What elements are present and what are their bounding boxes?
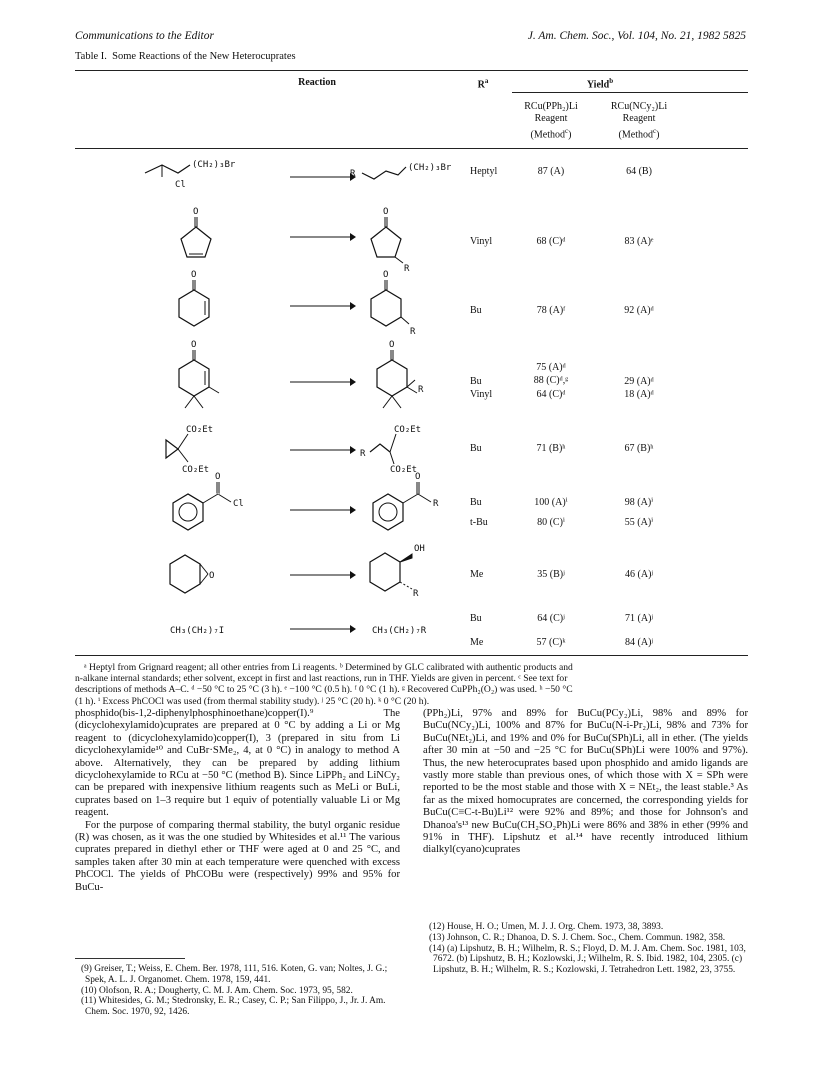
table-bottom-rule: [75, 655, 748, 656]
reaction-arrow-2: [290, 233, 356, 241]
yield1-row-4b: 88 (C)ᵈ,ᵍ: [533, 375, 569, 386]
svg-text:O: O: [193, 207, 199, 217]
footnote-line: n-alkane internal standards; ether solvent, except in first and last reactions, run in THF. Yields are given in percent. ᶜ See text for: [75, 673, 568, 685]
paragraph: For the purpose of comparing thermal stability, the butyl organic residue (R) was chosen, as it was the one studied by Whitesides et al.¹¹ The various cuprates prepared in diethyl ether or THF were aged at 0 and 25 °C, and samples taken after 30 min at each temperature were quenched with excess PhCOCl. The yields of PhCOBu were (respectively) 99% and 95% for BuCu-: [75, 819, 400, 893]
svg-text:R: R: [418, 385, 424, 395]
svg-text:R: R: [433, 499, 439, 509]
header-yield: Yield$^b$: [586, 77, 614, 91]
struct-cyclohexene-oxide: [168, 552, 248, 602]
struct-product-2: [365, 205, 435, 275]
struct-product-4: [355, 338, 445, 418]
svg-text:O: O: [383, 270, 389, 280]
header-ncy2-reagent: RCu(NCy₂)Li Reagent (Method$^c$): [610, 101, 668, 141]
table-caption-label: Table I.: [75, 51, 107, 62]
yield1-row-6a: 100 (A)ⁱ: [534, 497, 568, 508]
struct-product-6: [365, 470, 475, 540]
svg-text:CH₃(CH₂)₇R: CH₃(CH₂)₇R: [372, 626, 427, 636]
r-row-4b: Vinyl: [470, 389, 493, 400]
reaction-arrow-5: [290, 446, 356, 454]
struct-dichloride: [140, 155, 260, 195]
r-row-7: Me: [470, 569, 484, 580]
r-row-8b: Me: [470, 637, 484, 648]
r-row-4a: Bu: [470, 376, 482, 387]
reaction-arrow-1: [290, 173, 356, 181]
struct-product-5: [360, 422, 460, 475]
svg-text:(CH₂)₃Br: (CH₂)₃Br: [408, 163, 452, 173]
table-top-rule: [75, 70, 748, 71]
svg-text:O: O: [415, 472, 421, 482]
running-header-left: Communications to the Editor: [75, 30, 214, 42]
yield2-row-6b: 55 (A)ⁱ: [624, 517, 654, 528]
footnote-line: (1 h). ⁱ Excess PhCOCl was used (from thermal stability study). ʲ 25 °C (20 h). ᵏ 0 °C (20 h).: [75, 695, 430, 707]
yield2-row-7: 46 (A)ʲ: [625, 569, 653, 580]
reference-item: (10) Olofson, R. A.; Dougherty, C. M. J. Am. Chem. Soc. 1973, 95, 582.: [81, 985, 353, 996]
header-pph2-reagent: RCu(PPh₂)Li Reagent (Method$^c$): [524, 101, 578, 141]
reaction-arrow-8: [290, 625, 356, 633]
reference-item: (12) House, H. O.; Umen, M. J. J. Org. Chem. 1973, 38, 3893.: [429, 922, 664, 932]
yield2-row-1: 64 (B): [626, 166, 652, 177]
reaction-arrow-6: [290, 506, 356, 514]
struct-cyclohexenone: [163, 268, 223, 338]
yield2-row-8b: 84 (A)ʲ: [625, 637, 653, 648]
svg-text:CO₂Et: CO₂Et: [394, 425, 422, 435]
yield2-row-4b: 18 (A)ᵈ: [624, 389, 654, 400]
footnote-divider-left: [75, 958, 185, 959]
yield-subheader-rule: [512, 92, 748, 93]
struct-benzoyl-chloride: [165, 470, 275, 540]
svg-text:CO₂Et: CO₂Et: [390, 465, 418, 475]
footnote-line: ᵃ Heptyl from Grignard reagent; all other entries from Li reagents. ᵇ Determined by GLC calibrated with authentic products and: [84, 662, 573, 673]
r-row-1: Heptyl: [470, 166, 498, 177]
header-r: $R^a$: [477, 77, 489, 91]
struct-cyclopropane-diester: [160, 422, 260, 475]
struct-product-8: [372, 622, 472, 638]
yield1-row-1: 87 (A): [537, 166, 565, 177]
struct-octyl-iodide: [170, 622, 270, 638]
r-row-8a: Bu: [470, 613, 482, 624]
yield1-row-6b: 80 (C)ⁱ: [537, 517, 565, 528]
table-caption: [75, 51, 296, 62]
r-row-3: Bu: [470, 305, 482, 316]
yield1-row-4c: 64 (C)ᵈ: [536, 389, 566, 400]
svg-text:Cl: Cl: [175, 180, 186, 190]
svg-text:O: O: [191, 340, 197, 350]
svg-text:Cl: Cl: [233, 499, 244, 509]
footnote-line: descriptions of methods A–C. ᵈ −50 °C to 25 °C (3 h). ᵉ −100 °C (0.5 h). ᶠ 0 °C (1 h). ᵍ Recovered CuPPh₂(O₂) was used. ʰ −50 °C: [75, 684, 573, 696]
yield2-row-2: 83 (A)ᵉ: [624, 236, 654, 247]
struct-product-7: [368, 540, 458, 600]
references-left: [75, 964, 400, 1018]
r-row-6a: Bu: [470, 497, 482, 508]
reference-item: (13) Johnson, C. R.; Dhanoa, D. S. J. Chem. Soc., Chem. Commun. 1982, 358.: [429, 932, 726, 943]
yield1-row-8b: 57 (C)ᵏ: [536, 637, 566, 648]
r-row-2: Vinyl: [470, 236, 493, 247]
yield1-row-2: 68 (C)ᵈ: [536, 236, 566, 247]
struct-product-1: [350, 155, 470, 195]
references-right: [423, 922, 748, 976]
reference-item: (11) Whitesides, G. M.; Stedronsky, E. R.; Casey, C. P.; San Filippo, J., Jr. J. Am. Chem. Soc. 1970, 92, 1426.: [81, 996, 386, 1018]
svg-text:R: R: [410, 327, 416, 337]
yield1-row-8a: 64 (C)ʲ: [537, 613, 565, 624]
header-reaction: Reaction: [298, 77, 336, 88]
body-column-left: [75, 708, 400, 894]
paragraph: (PPh₂)Li, 97% and 89% for BuCu(PCy₂)Li, 98% and 89% for BuCu(NCy₂)Li, 100% and 87% for BuCu(N-i-Pr₂)Li, 98% and 73% for BuCu(NEt₂)Li, and 19% and 0% for BuCu(SPh)Li, all in ether. (The yields after 30 min at −50 and −25 °C for BuCu(SPh)Li were 100% and 97%). Thus, the new heterocuprates based upon phosphido and amido ligands are vastly more stable than previous ones, of which those with X = SPh were reported to be the most stable and those with X = NEt₂, the least stable.³ As far as the mixed homocuprates are concerned, the corresponding yields for BuCu(C≡C-t-Bu)Li¹² were 92% and 89%; and those for Johnson's and Dhanoa's¹³ new BuCu(CH₂SO₂Ph)Li were 86% and 38% in ether (99% and 91% in THF). Lipshutz et al.¹⁴ have recently introduced lithium dialkyl(cyano)cuprates: [423, 708, 748, 856]
yield1-row-5: 71 (B)ʰ: [536, 443, 566, 454]
reference-item: (9) Greiser, T.; Weiss, E. Chem. Ber. 1978, 111, 516. Koten, G. van; Noltes, J. G.; Spek, A. L. J. Organomet. Chem. 1978, 159, 441.: [81, 964, 388, 985]
svg-text:CH₃(CH₂)₇I: CH₃(CH₂)₇I: [170, 626, 225, 636]
svg-text:R: R: [350, 169, 356, 179]
svg-text:OH: OH: [414, 544, 425, 554]
body-column-right: [423, 708, 748, 857]
table-footnotes: [75, 662, 744, 707]
struct-isophorone: [155, 338, 235, 418]
yield2-row-6a: 98 (A)ⁱ: [624, 497, 654, 508]
svg-text:O: O: [215, 472, 221, 482]
svg-text:CO₂Et: CO₂Et: [182, 465, 210, 475]
svg-text:O: O: [191, 270, 197, 280]
paragraph: phosphido(bis-1,2-diphenylphosphinoethane)copper(I).⁹ The (dicyclohexylamido)cuprates are prepared at 0 °C by adding a Li or Mg reagent to (dicyclohexylamido)copper(I), 3 (prepared in situ from Li dicyclohexylamide¹⁰ and CuBr·SMe₂, 4, at 0 °C) in analogy to method A above. Alternatively, they can be prepared by adding lithium dicyclohexylamide to RCu at −50 °C (method B). Since LiPPh₂ and LiNCy₂ can be prepared with inexpensive lithium reagents such as MeLi or BuLi, cuprates based on 1–3 require but 1 equiv of potentially valuable Li or Mg reagent.: [75, 708, 400, 819]
yield1-row-7: 35 (B)ʲ: [537, 569, 565, 580]
yield2-row-5: 67 (B)ʰ: [624, 443, 654, 454]
r-row-5: Bu: [470, 443, 482, 454]
svg-text:O: O: [209, 571, 215, 581]
yield1-row-3: 78 (A)ᶠ: [536, 305, 566, 316]
svg-text:(CH₂)₃Br: (CH₂)₃Br: [192, 160, 236, 170]
svg-text:CO₂Et: CO₂Et: [186, 425, 214, 435]
yield1-row-4a: 75 (A)ᵈ: [536, 362, 566, 373]
yield2-row-8a: 71 (A)ʲ: [625, 613, 653, 624]
svg-text:R: R: [413, 589, 419, 599]
reaction-arrow-7: [290, 571, 356, 579]
reaction-arrow-3: [290, 302, 356, 310]
table-caption-text: Some Reactions of the New Heterocuprates: [112, 51, 296, 62]
svg-text:O: O: [389, 340, 395, 350]
r-row-6b: t-Bu: [470, 517, 488, 528]
yield2-row-3: 92 (A)ᵈ: [624, 305, 654, 316]
svg-text:R: R: [404, 264, 410, 274]
header-bottom-rule: [75, 148, 748, 149]
svg-text:O: O: [383, 207, 389, 217]
running-header-right: J. Am. Chem. Soc., Vol. 104, No. 21, 1982 5825: [527, 30, 746, 42]
reference-item: (14) (a) Lipshutz, B. H.; Wilhelm, R. S.; Floyd, D. M. J. Am. Chem. Soc. 1981, 103, 7672. (b) Lipshutz, B. H.; Kozlowski, J.; Wilhelm, R. S. Ibid. 1982, 104, 2305. (c) Lipshutz, B. H.; Wilhelm, R. S.; Kozlowski, J. Tetrahedron Lett. 1982, 23, 3755.: [429, 943, 746, 976]
struct-product-3: [363, 268, 433, 348]
struct-cyclopentenone: [165, 205, 225, 265]
svg-text:R: R: [360, 449, 366, 459]
reaction-arrow-4: [290, 378, 356, 386]
yield2-row-4a: 29 (A)ᵈ: [624, 376, 654, 387]
